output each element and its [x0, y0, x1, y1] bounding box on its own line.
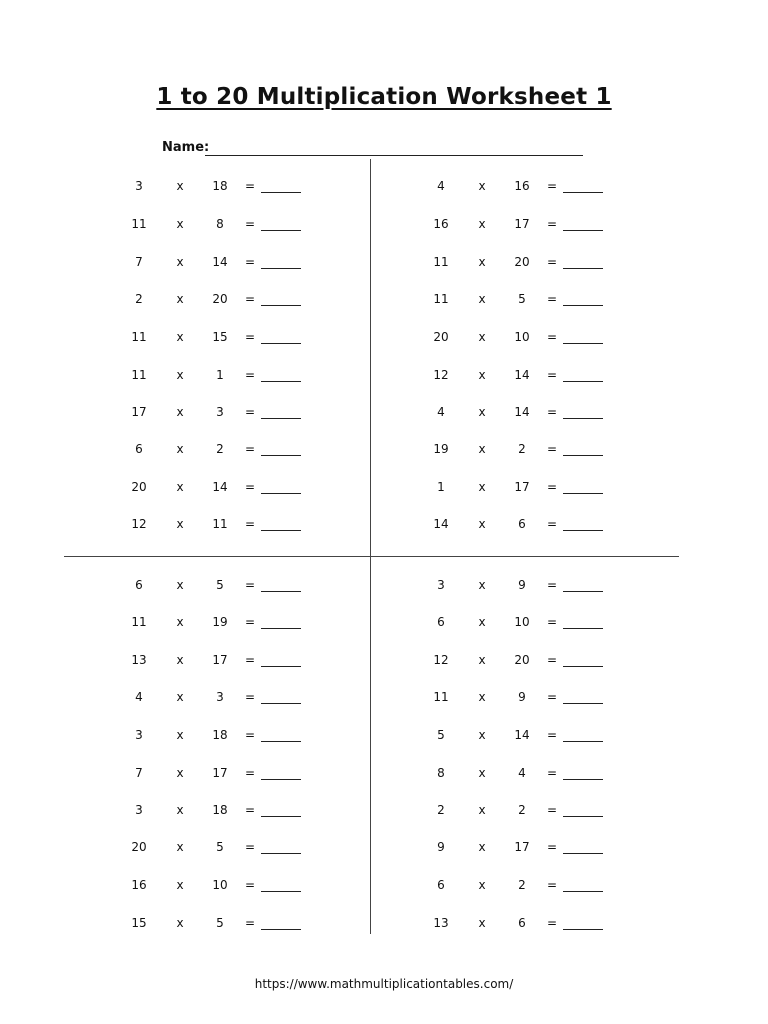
- equals-sign: =: [546, 803, 558, 817]
- equals-sign: =: [546, 878, 558, 892]
- equals-sign: =: [546, 442, 558, 456]
- factor-b: 9: [518, 578, 526, 592]
- factor-a: 11: [433, 255, 449, 269]
- problem-row: [421, 878, 721, 894]
- problem-row: [421, 690, 721, 706]
- answer-blank: [563, 618, 603, 629]
- problem-row: [119, 255, 419, 271]
- equals-sign: =: [244, 217, 256, 231]
- equals-sign: =: [546, 578, 558, 592]
- multiply-sign: x: [176, 368, 184, 382]
- factor-a: 8: [437, 766, 445, 780]
- factor-a: 19: [433, 442, 449, 456]
- problem-row: [119, 217, 419, 233]
- factor-a: 4: [135, 690, 143, 704]
- factor-b: 2: [518, 803, 526, 817]
- answer-blank: [563, 656, 603, 667]
- equals-sign: =: [244, 803, 256, 817]
- factor-a: 20: [131, 480, 147, 494]
- factor-a: 16: [433, 217, 449, 231]
- problem-row: [421, 480, 721, 496]
- multiply-sign: x: [478, 405, 486, 419]
- factor-a: 2: [135, 292, 143, 306]
- multiply-sign: x: [478, 803, 486, 817]
- factor-a: 3: [135, 803, 143, 817]
- equals-sign: =: [244, 578, 256, 592]
- answer-blank: [563, 581, 603, 592]
- factor-b: 5: [216, 916, 224, 930]
- problem-row: [119, 803, 419, 819]
- factor-b: 14: [514, 368, 530, 382]
- multiply-sign: x: [478, 442, 486, 456]
- multiply-sign: x: [478, 690, 486, 704]
- multiply-sign: x: [478, 916, 486, 930]
- factor-b: 17: [212, 653, 228, 667]
- factor-b: 16: [514, 179, 530, 193]
- multiply-sign: x: [176, 517, 184, 531]
- equals-sign: =: [546, 480, 558, 494]
- answer-blank: [261, 581, 301, 592]
- factor-b: 10: [514, 615, 530, 629]
- problem-row: [119, 766, 419, 782]
- answer-blank: [563, 843, 603, 854]
- equals-sign: =: [244, 255, 256, 269]
- multiply-sign: x: [478, 292, 486, 306]
- problem-row: [119, 442, 419, 458]
- equals-sign: =: [546, 255, 558, 269]
- factor-b: 18: [212, 728, 228, 742]
- factor-a: 3: [135, 179, 143, 193]
- factor-a: 13: [131, 653, 147, 667]
- answer-blank: [563, 806, 603, 817]
- name-label: Name:: [162, 140, 210, 155]
- equals-sign: =: [244, 405, 256, 419]
- factor-b: 4: [518, 766, 526, 780]
- problem-row: [421, 292, 721, 308]
- factor-b: 5: [518, 292, 526, 306]
- multiply-sign: x: [478, 330, 486, 344]
- factor-b: 2: [216, 442, 224, 456]
- factor-b: 11: [212, 517, 228, 531]
- factor-b: 20: [514, 255, 530, 269]
- equals-sign: =: [244, 878, 256, 892]
- multiply-sign: x: [478, 179, 486, 193]
- answer-blank: [261, 371, 301, 382]
- multiply-sign: x: [176, 690, 184, 704]
- multiply-sign: x: [478, 480, 486, 494]
- equals-sign: =: [546, 840, 558, 854]
- factor-a: 16: [131, 878, 147, 892]
- factor-b: 18: [212, 803, 228, 817]
- multiply-sign: x: [176, 405, 184, 419]
- footer-url: https://www.mathmultiplicationtables.com/: [254, 977, 514, 991]
- factor-a: 4: [437, 179, 445, 193]
- problem-row: [119, 690, 419, 706]
- factor-b: 6: [518, 517, 526, 531]
- factor-a: 7: [135, 255, 143, 269]
- answer-blank: [261, 520, 301, 531]
- equals-sign: =: [244, 517, 256, 531]
- horizontal-divider: [64, 556, 679, 557]
- multiply-sign: x: [176, 480, 184, 494]
- factor-b: 14: [514, 728, 530, 742]
- problem-row: [421, 916, 721, 932]
- answer-blank: [563, 520, 603, 531]
- factor-a: 11: [131, 217, 147, 231]
- problem-row: [119, 480, 419, 496]
- equals-sign: =: [244, 916, 256, 930]
- factor-b: 3: [216, 690, 224, 704]
- factor-a: 3: [135, 728, 143, 742]
- equals-sign: =: [546, 916, 558, 930]
- factor-a: 9: [437, 840, 445, 854]
- problem-row: [421, 330, 721, 346]
- answer-blank: [261, 731, 301, 742]
- problem-row: [421, 405, 721, 421]
- factor-a: 2: [437, 803, 445, 817]
- multiply-sign: x: [176, 916, 184, 930]
- problem-row: [421, 179, 721, 195]
- multiply-sign: x: [478, 728, 486, 742]
- factor-b: 1: [216, 368, 224, 382]
- problem-row: [119, 878, 419, 894]
- factor-a: 1: [437, 480, 445, 494]
- problem-row: [421, 653, 721, 669]
- factor-b: 14: [212, 255, 228, 269]
- answer-blank: [563, 371, 603, 382]
- multiply-sign: x: [478, 840, 486, 854]
- multiply-sign: x: [176, 578, 184, 592]
- answer-blank: [563, 333, 603, 344]
- answer-blank: [563, 182, 603, 193]
- problem-row: [119, 330, 419, 346]
- factor-a: 15: [131, 916, 147, 930]
- factor-b: 19: [212, 615, 228, 629]
- multiply-sign: x: [176, 653, 184, 667]
- multiply-sign: x: [176, 615, 184, 629]
- problem-row: [119, 179, 419, 195]
- equals-sign: =: [546, 368, 558, 382]
- equals-sign: =: [244, 292, 256, 306]
- multiply-sign: x: [478, 615, 486, 629]
- answer-blank: [563, 919, 603, 930]
- multiply-sign: x: [176, 442, 184, 456]
- problem-row: [119, 653, 419, 669]
- problem-row: [119, 615, 419, 631]
- problem-row: [421, 766, 721, 782]
- factor-b: 8: [216, 217, 224, 231]
- problem-row: [421, 368, 721, 384]
- factor-b: 5: [216, 840, 224, 854]
- problem-row: [119, 840, 419, 856]
- multiply-sign: x: [176, 255, 184, 269]
- answer-blank: [563, 693, 603, 704]
- problem-row: [421, 255, 721, 271]
- equals-sign: =: [244, 442, 256, 456]
- problem-row: [119, 728, 419, 744]
- multiply-sign: x: [478, 878, 486, 892]
- multiply-sign: x: [176, 728, 184, 742]
- answer-blank: [563, 408, 603, 419]
- factor-a: 11: [131, 330, 147, 344]
- factor-b: 14: [514, 405, 530, 419]
- equals-sign: =: [546, 615, 558, 629]
- answer-blank: [563, 445, 603, 456]
- answer-blank: [563, 769, 603, 780]
- factor-b: 20: [212, 292, 228, 306]
- equals-sign: =: [244, 368, 256, 382]
- factor-a: 6: [135, 578, 143, 592]
- factor-b: 9: [518, 690, 526, 704]
- factor-b: 2: [518, 442, 526, 456]
- answer-blank: [261, 333, 301, 344]
- factor-a: 4: [437, 405, 445, 419]
- answer-blank: [563, 881, 603, 892]
- factor-a: 3: [437, 578, 445, 592]
- problem-row: [421, 840, 721, 856]
- answer-blank: [563, 258, 603, 269]
- answer-blank: [261, 483, 301, 494]
- problem-row: [119, 578, 419, 594]
- factor-b: 2: [518, 878, 526, 892]
- answer-blank: [261, 408, 301, 419]
- multiply-sign: x: [478, 578, 486, 592]
- equals-sign: =: [546, 405, 558, 419]
- multiply-sign: x: [176, 330, 184, 344]
- factor-a: 7: [135, 766, 143, 780]
- factor-b: 10: [514, 330, 530, 344]
- factor-b: 6: [518, 916, 526, 930]
- multiply-sign: x: [478, 766, 486, 780]
- worksheet-title: [0, 84, 768, 110]
- problem-row: [421, 803, 721, 819]
- multiply-sign: x: [176, 292, 184, 306]
- factor-b: 17: [514, 217, 530, 231]
- factor-a: 12: [433, 368, 449, 382]
- name-line: [205, 155, 583, 156]
- equals-sign: =: [546, 179, 558, 193]
- equals-sign: =: [244, 766, 256, 780]
- multiply-sign: x: [176, 217, 184, 231]
- answer-blank: [261, 693, 301, 704]
- problem-row: [421, 517, 721, 533]
- multiply-sign: x: [176, 179, 184, 193]
- factor-b: 20: [514, 653, 530, 667]
- multiply-sign: x: [176, 840, 184, 854]
- equals-sign: =: [244, 179, 256, 193]
- factor-a: 12: [433, 653, 449, 667]
- equals-sign: =: [546, 292, 558, 306]
- equals-sign: =: [244, 480, 256, 494]
- problem-row: [119, 368, 419, 384]
- factor-a: 20: [433, 330, 449, 344]
- factor-a: 11: [131, 615, 147, 629]
- answer-blank: [261, 843, 301, 854]
- factor-a: 5: [437, 728, 445, 742]
- factor-a: 6: [135, 442, 143, 456]
- equals-sign: =: [244, 840, 256, 854]
- answer-blank: [261, 769, 301, 780]
- answer-blank: [261, 881, 301, 892]
- multiply-sign: x: [478, 368, 486, 382]
- answer-blank: [261, 295, 301, 306]
- equals-sign: =: [546, 517, 558, 531]
- factor-b: 17: [212, 766, 228, 780]
- factor-a: 20: [131, 840, 147, 854]
- problem-row: [119, 405, 419, 421]
- equals-sign: =: [244, 653, 256, 667]
- answer-blank: [261, 258, 301, 269]
- factor-b: 15: [212, 330, 228, 344]
- factor-a: 12: [131, 517, 147, 531]
- factor-a: 17: [131, 405, 147, 419]
- answer-blank: [261, 656, 301, 667]
- equals-sign: =: [546, 330, 558, 344]
- multiply-sign: x: [478, 255, 486, 269]
- equals-sign: =: [244, 615, 256, 629]
- multiply-sign: x: [478, 217, 486, 231]
- factor-a: 14: [433, 517, 449, 531]
- problem-row: [421, 578, 721, 594]
- answer-blank: [563, 295, 603, 306]
- problem-row: [421, 217, 721, 233]
- equals-sign: =: [546, 766, 558, 780]
- answer-blank: [563, 483, 603, 494]
- title-text: 1 to 20 Multiplication Worksheet 1: [156, 84, 612, 110]
- answer-blank: [261, 182, 301, 193]
- multiply-sign: x: [176, 803, 184, 817]
- multiply-sign: x: [176, 766, 184, 780]
- answer-blank: [261, 806, 301, 817]
- factor-b: 5: [216, 578, 224, 592]
- equals-sign: =: [546, 217, 558, 231]
- equals-sign: =: [546, 728, 558, 742]
- equals-sign: =: [244, 690, 256, 704]
- problem-row: [421, 442, 721, 458]
- problem-row: [119, 916, 419, 932]
- answer-blank: [261, 220, 301, 231]
- multiply-sign: x: [176, 878, 184, 892]
- equals-sign: =: [244, 330, 256, 344]
- multiply-sign: x: [478, 517, 486, 531]
- problem-row: [421, 728, 721, 744]
- factor-a: 13: [433, 916, 449, 930]
- problem-row: [119, 517, 419, 533]
- factor-a: 6: [437, 615, 445, 629]
- multiply-sign: x: [478, 653, 486, 667]
- factor-b: 17: [514, 480, 530, 494]
- answer-blank: [261, 618, 301, 629]
- factor-a: 11: [433, 690, 449, 704]
- equals-sign: =: [546, 653, 558, 667]
- problem-row: [421, 615, 721, 631]
- factor-b: 18: [212, 179, 228, 193]
- factor-a: 6: [437, 878, 445, 892]
- factor-b: 10: [212, 878, 228, 892]
- answer-blank: [261, 445, 301, 456]
- answer-blank: [563, 220, 603, 231]
- problem-row: [119, 292, 419, 308]
- answer-blank: [261, 919, 301, 930]
- factor-a: 11: [433, 292, 449, 306]
- answer-blank: [563, 731, 603, 742]
- equals-sign: =: [244, 728, 256, 742]
- equals-sign: =: [546, 690, 558, 704]
- factor-a: 11: [131, 368, 147, 382]
- factor-b: 14: [212, 480, 228, 494]
- factor-b: 3: [216, 405, 224, 419]
- factor-b: 17: [514, 840, 530, 854]
